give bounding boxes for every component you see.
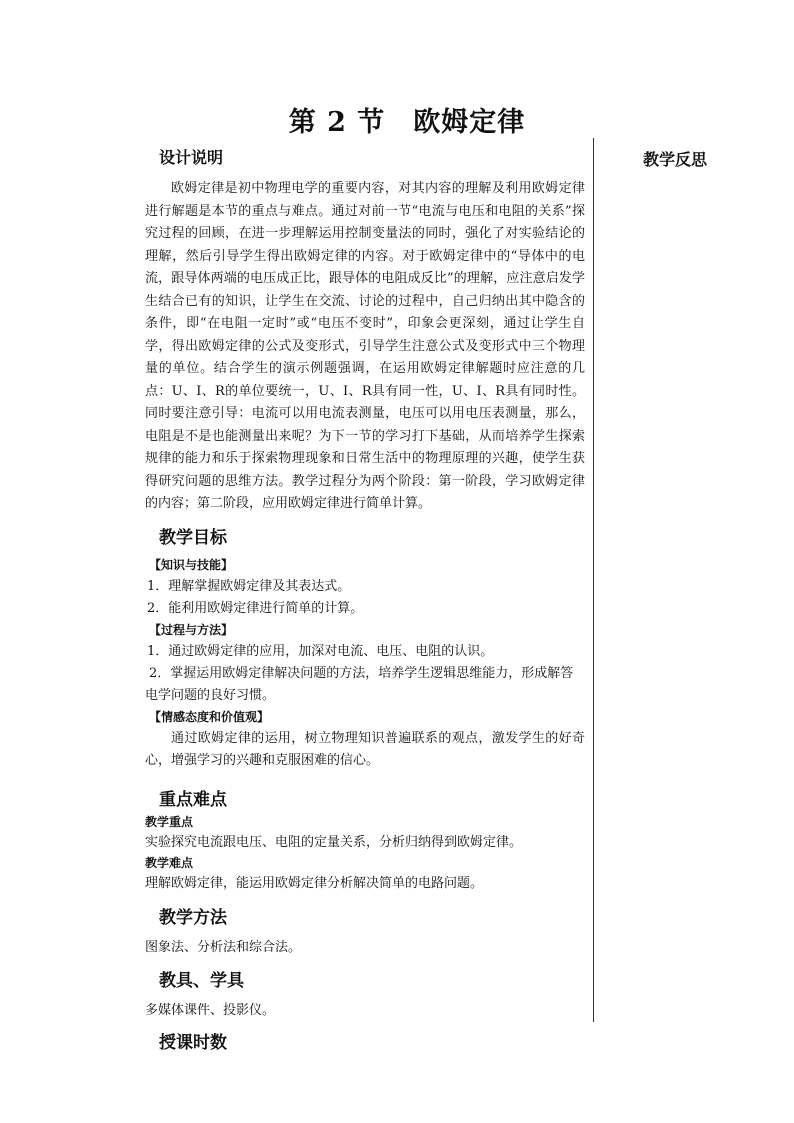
methods-text: 图象法、分析法和综合法。 xyxy=(145,939,302,955)
process-item: 2．掌握运用欧姆定律解决问题的方法，培养学生逻辑思维能力，形成解答电学问题的良好习惯。 xyxy=(145,665,574,703)
column-divider xyxy=(593,138,594,1022)
knowledge-label: 【知识与技能】 xyxy=(149,557,234,572)
process-item: 1．通过欧姆定律的应用，加深对电流、电压、电阻的认识。 xyxy=(147,643,494,659)
focus-text: 实验探究电流跟电压、电阻的定量关系，分析归纳得到欧姆定律。 xyxy=(145,834,523,850)
tools-text: 多媒体课件、投影仪。 xyxy=(145,1002,276,1018)
tools-heading: 教具、学具 xyxy=(159,970,244,991)
emotion-text: 通过欧姆定律的运用，树立物理知识普遍联系的观点，激发学生的好奇心，增强学习的兴趣和克服困难的信心。 xyxy=(145,730,585,768)
knowledge-item: 1．理解掌握欧姆定律及其表达式。 xyxy=(147,578,351,594)
design-heading: 设计说明 xyxy=(159,148,224,167)
main-column xyxy=(145,146,585,1056)
reflection-heading: 教学反思 xyxy=(642,150,707,169)
objectives-heading: 教学目标 xyxy=(159,527,227,548)
difficulty-text: 理解欧姆定律，能运用欧姆定律分析解决简单的电路问题。 xyxy=(145,875,484,891)
focus-label: 教学重点 xyxy=(145,814,194,829)
keypoints-heading: 重点难点 xyxy=(159,789,227,810)
design-text: 欧姆定律是初中物理电学的重要内容，对其内容的理解及利用欧姆定律进行解题是本节的重点与难点。通过对前一节“电流与电压和电阻的关系”探究过程的回顾，在进一步理解运用控制变量法的同时，强化了对实验结论的理解，然后引导学生得出欧姆定律的内容。对于欧姆定律中的“导体中的电流，跟导体两端的电压成正比，跟导体的电阻成反比”的理解，应注意启发学生结合已有的知识，让学生在交流、讨论的过程中，自己归纳出其中隐含的条件，即“在电阻一定时”或“电压不变时”，印象会更深刻，通过让学生自学，得出欧姆定律的公式及变形式，引导学生注意公式及变形式中三个物理量的单位。结合学生的演示例题强调，在运用欧姆定律解题时应注意的几点：U、I、R的单位要统一，U、I、R具有同一性，U、I、R具有同时性。同时要注意引导：电流可以用电流表测量，电压可以用电压表测量，那么，电阻是不是也能测量出来呢？为下一节的学习打下基础，从而培养学生探索规律的能力和乐于探索物理现象和日常生活中的物理原理的兴趣，使学生获得研究问题的思维方法。教学过程分为两个阶段：第一阶段，学习欧姆定律的内容；第二阶段，应用欧姆定律进行简单计算。 xyxy=(145,181,585,511)
emotion-label: 【情感态度和价值观】 xyxy=(149,709,270,724)
knowledge-item: 2．能利用欧姆定律进行简单的计算。 xyxy=(147,600,364,616)
process-label: 【过程与方法】 xyxy=(149,622,234,637)
methods-heading: 教学方法 xyxy=(159,907,227,928)
difficulty-label: 教学难点 xyxy=(145,855,194,870)
page-title: 第 2 节 欧姆定律 xyxy=(288,107,526,138)
hours-heading: 授课时数 xyxy=(159,1032,227,1053)
